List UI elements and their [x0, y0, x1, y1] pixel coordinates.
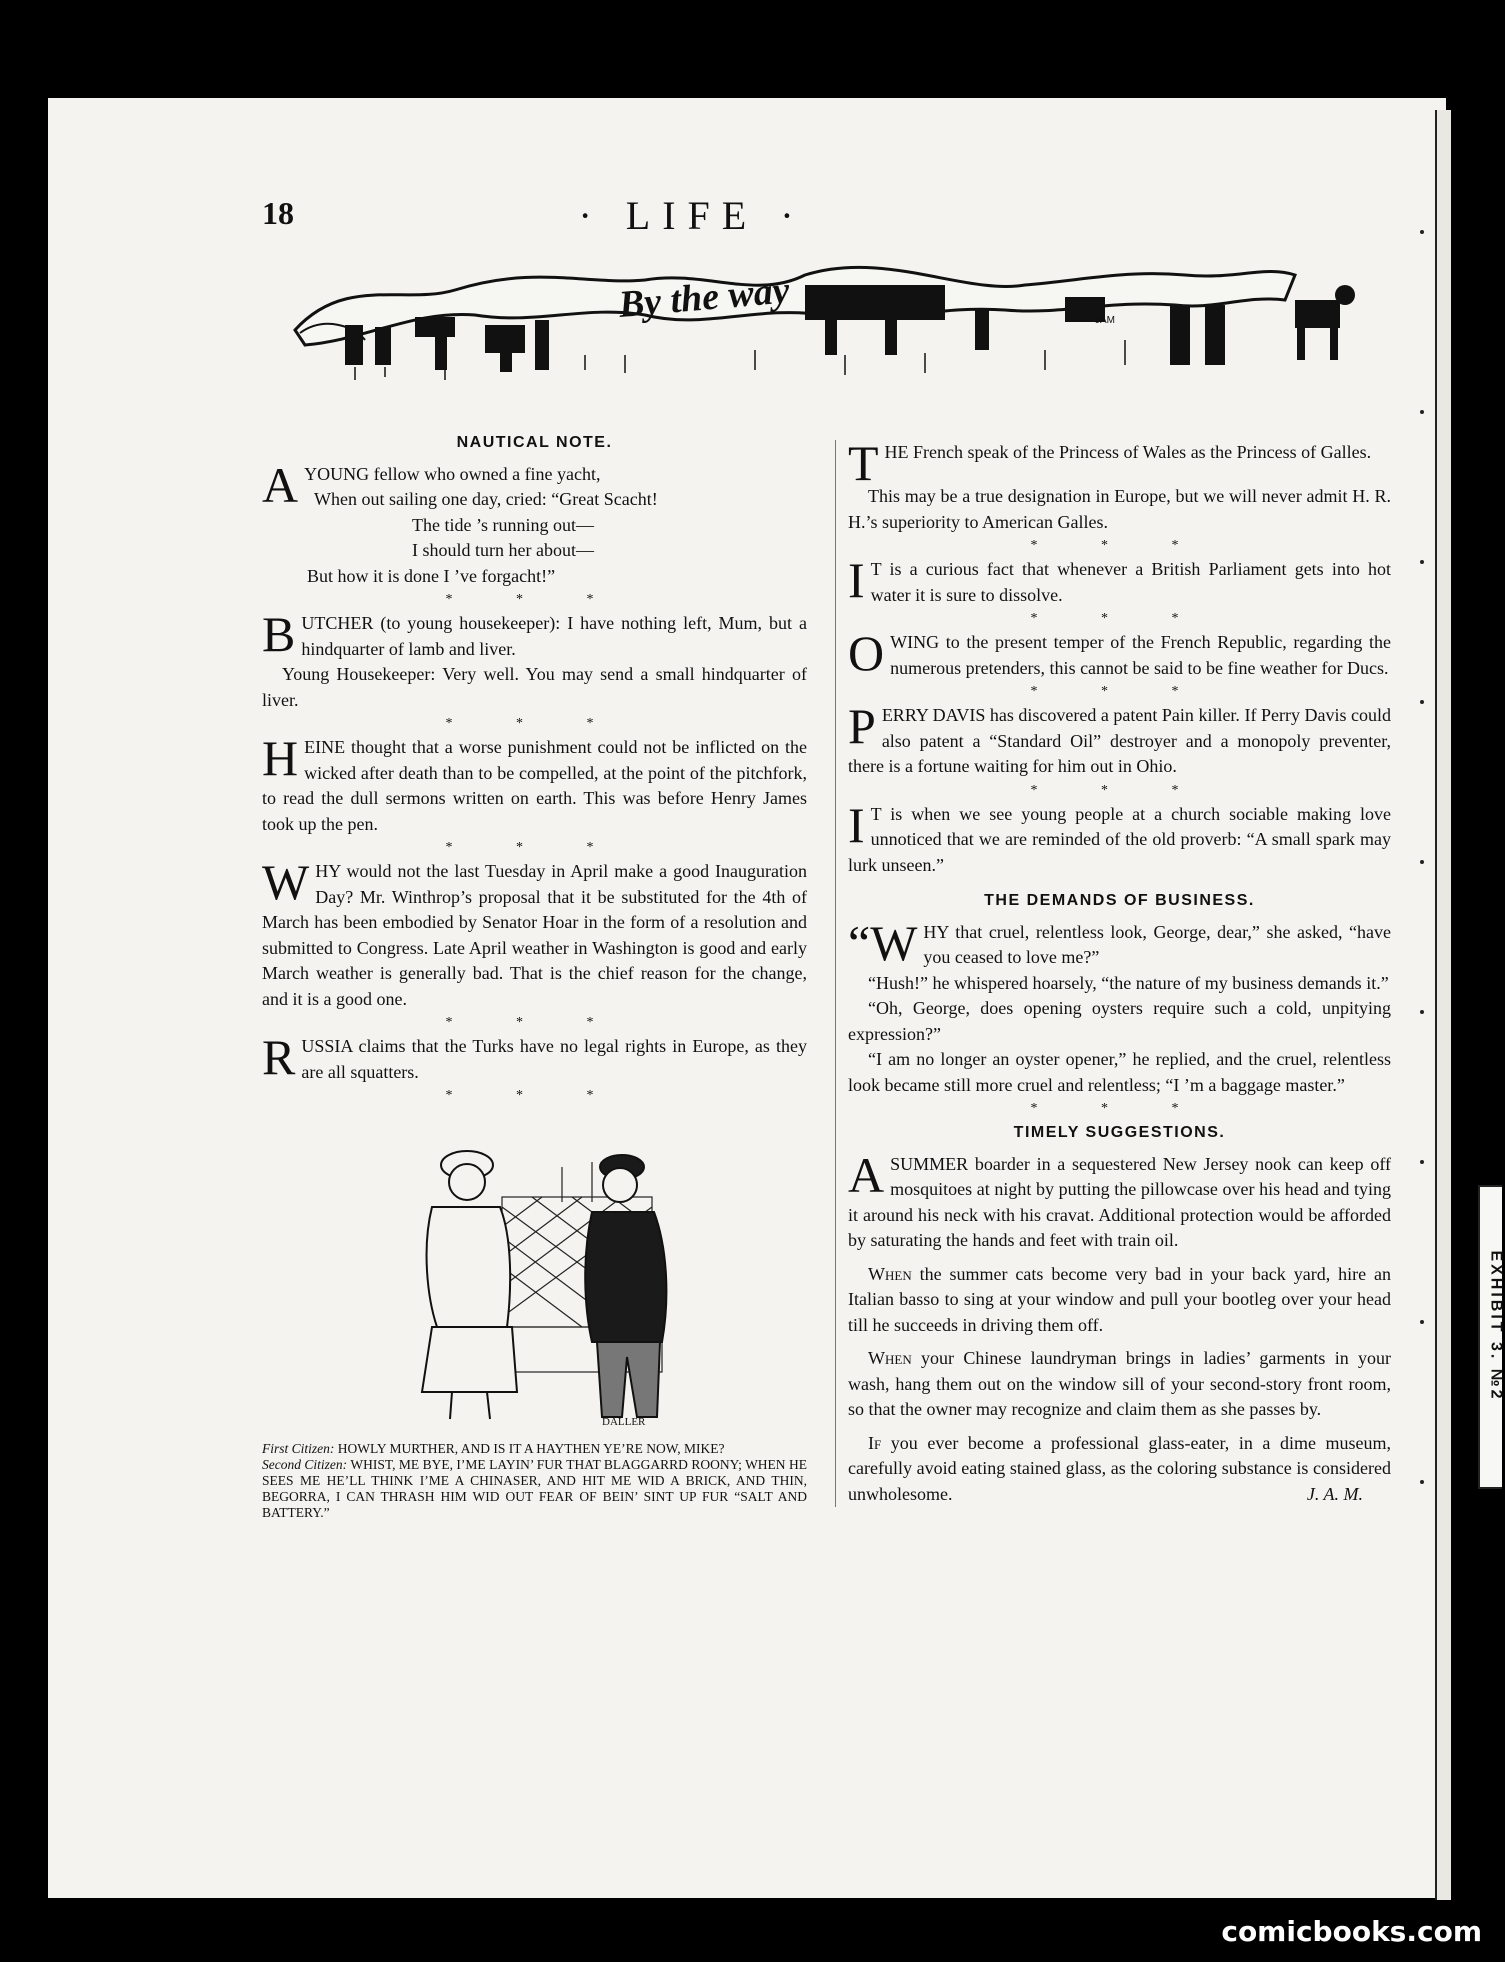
- demands-paragraph: “Oh, George, does opening oysters require such a cold, unpitying expression?”: [848, 998, 1391, 1044]
- drop-cap: H: [262, 730, 299, 786]
- verse-line: YOUNG fellow who owned a fine yacht,: [304, 463, 601, 484]
- timely-paragraph: ASUMMER boarder in a sequestered New Jersey nook can keep off mosquitoes at night by putting the pillowcase over his head and tying it around his neck with his cravat. Additional protection would be afforded by saturating the hands and feet with train oil.: [848, 1146, 1391, 1250]
- timely-paragraph: If you ever become a professional glass-eater, in a dime museum, carefully avoid eating stained glass, as the coloring substance is considered unwholesome. J. A. M.: [848, 1431, 1391, 1508]
- section-divider: * * *: [1030, 684, 1209, 699]
- drop-cap: A: [848, 1146, 885, 1203]
- butcher-reply: Young Housekeeper: Very well. You may send a small hindquarter of liver.: [262, 664, 807, 710]
- exhibit-tab: EXHIBIT 3. №2: [1478, 1185, 1502, 1489]
- french-paragraph-continued: This may be a true designation in Europe, but we will never admit H. R. H.’s superiority to American Galles.: [848, 486, 1391, 532]
- two-citizens-illustration: [262, 1127, 807, 1427]
- french-paragraph: THE French speak of the Princess of Wales as the Princess of Galles.: [848, 435, 1372, 491]
- section-divider: * * *: [1030, 1101, 1209, 1116]
- caption-second-citizen: Second Citizen: WHIST, ME BYE, I’ME LAYIN’ FUR THAT BLAGGARRD ROONY; WHEN HE SEES ME HE’LL THINK I’ME A CHINASER, AND HIT ME WID A BRICK, AND THIN, BEGORRA, I CAN THRASH HIM WID OUT FEAR OF BEIN’ SINT UP FUR “SALT AND BATTERY.”: [262, 1456, 807, 1520]
- illustration-signature: DALLER: [602, 1416, 646, 1428]
- timely-paragraph: When your Chinese laundryman brings in ladies’ garments in your wash, hang them out on the window sill of your second-story front room, so that the owner may recognize and claim them as she passes by.: [848, 1348, 1391, 1419]
- section-divider: * * *: [1030, 782, 1209, 798]
- nautical-note-verse: [262, 456, 807, 590]
- demands-paragraph: “I am no longer an oyster opener,” he replied, and the cruel, relentless look became still more cruel and relentless; “I ’m a baggage master.”: [848, 1049, 1391, 1095]
- drop-cap: “W: [848, 914, 918, 971]
- section-divider: * * *: [1030, 538, 1209, 553]
- drop-cap: T: [848, 435, 879, 491]
- caption-first-citizen: First Citizen: HOWLY MURTHER, AND IS IT A HAYTHEN YE’RE NOW, MIKE?: [262, 1440, 725, 1456]
- illustration-caption: [262, 1441, 807, 1521]
- by-the-way-banner-illustration: [285, 255, 1360, 385]
- drop-cap: W: [262, 854, 310, 910]
- inauguration-paragraph: WHY would not the last Tuesday in April make a good Inauguration Day? Mr. Winthrop’s proposal that it be substituted for the 4th of March has been embodied by Senator Hoar in the form of a resolution and submitted to Congress. Late April weather in Washington is good and early March weather is generally bad. That is the chief reason for the change, and it is a good one.: [262, 854, 807, 1009]
- drop-cap: O: [848, 625, 885, 681]
- drop-cap: P: [848, 698, 876, 754]
- drop-cap: I: [848, 552, 865, 608]
- demands-paragraph: “Hush!” he whispered hoarsely, “the nature of my business demands it.”: [868, 972, 1389, 993]
- church-sociable-paragraph: I T is when we see young people at a church sociable making love unnoticed that we are reminded of the old proverb: “A small spark may lurk unseen.”: [848, 796, 1391, 875]
- section-divider: * * *: [1030, 611, 1209, 626]
- section-divider: * * *: [445, 716, 624, 731]
- nautical-note-heading: NAUTICAL NOTE.: [456, 434, 613, 451]
- section-divider: * * *: [445, 592, 624, 607]
- timely-paragraph: When the summer cats become very bad in your back yard, hire an Italian basso to sing at your window and pull your bootleg over your head till he succeeds in driving them off.: [848, 1263, 1391, 1335]
- demands-paragraph: “WHY that cruel, relentless look, George, dear,” she asked, “have you ceased to love me?”: [848, 914, 1391, 971]
- french-republic-paragraph: OWING to the present temper of the French Republic, regarding the numerous pretenders, this cannot be said to be fine weather for Ducs.: [848, 625, 1391, 681]
- drop-cap: B: [262, 606, 296, 662]
- section-divider: * * *: [445, 840, 624, 855]
- section-divider: * * *: [445, 1088, 624, 1103]
- drop-cap: I: [848, 796, 865, 853]
- perry-davis-paragraph: PERRY DAVIS has discovered a patent Pain killer. If Perry Davis could also patent a “Standard Oil” destroyer and a monopoly preventer, there is a fortune waiting for him out in Ohio.: [848, 698, 1391, 776]
- author-signature: J. A. M.: [1306, 1483, 1363, 1504]
- watermark: comicbooks.com: [1221, 1915, 1482, 1948]
- verse-line: But how it is done I ’ve forgacht!”: [307, 565, 556, 586]
- masthead: · LIFE ·: [578, 193, 806, 238]
- drop-cap: A: [262, 456, 299, 513]
- heine-paragraph: HEINE thought that a worse punishment could not be inflicted on the wicked after death than to be compelled, at the point of the pitchfork, to read the dull sermons written on earth. This was before Henry James took up the pen.: [262, 730, 807, 834]
- drop-cap: R: [262, 1029, 296, 1085]
- page-spine: [1435, 110, 1451, 1900]
- verse-line: I should turn her about—: [412, 540, 594, 560]
- russia-paragraph: RUSSIA claims that the Turks have no legal rights in Europe, as they are all squatters.: [262, 1029, 807, 1085]
- verse-line: The tide ’s running out—: [412, 514, 594, 535]
- timely-suggestions-heading: TIMELY SUGGESTIONS.: [1013, 1124, 1226, 1141]
- parliament-paragraph: I T is a curious fact that whenever a British Parliament gets into hot water it is sure to dissolve.: [848, 552, 1391, 608]
- left-column: [262, 430, 807, 1521]
- page-number: 18: [262, 195, 294, 231]
- butcher-joke: BUTCHER (to young housekeeper): I have nothing left, Mum, but a hindquarter of lamb and liver.: [262, 606, 807, 662]
- banner-signature: JAM: [1095, 315, 1115, 326]
- banner-title: By the way: [617, 269, 792, 326]
- demands-of-business-heading: THE DEMANDS OF BUSINESS.: [984, 892, 1255, 909]
- right-column: [835, 435, 1391, 1507]
- section-divider: * * *: [445, 1015, 624, 1030]
- verse-line: When out sailing one day, cried: “Great Scacht!: [314, 489, 658, 509]
